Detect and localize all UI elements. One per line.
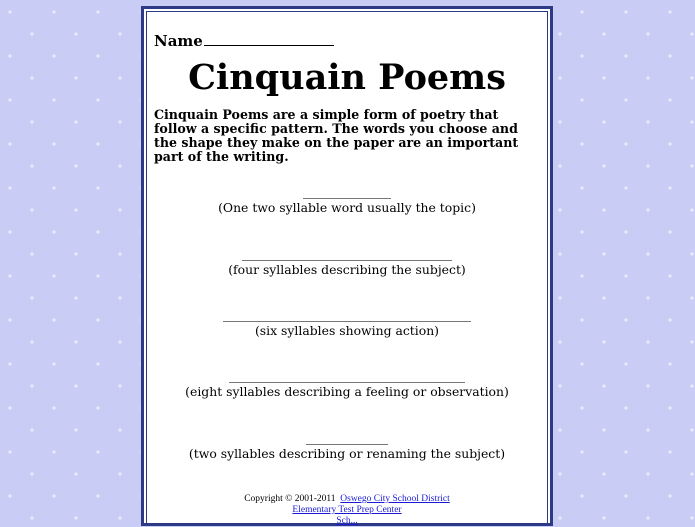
poem-line-2	[147, 260, 547, 277]
poem-line-1	[147, 198, 547, 215]
name-field	[154, 31, 334, 50]
worksheet-page	[146, 11, 548, 526]
page-footer	[147, 494, 547, 527]
poem-line-3	[147, 321, 547, 338]
poem-line-5	[147, 444, 547, 461]
poem-line-3-hint: (six syllables showing action)	[254, 323, 440, 338]
poem-line-5-blank	[306, 444, 388, 445]
test-prep-center-link[interactable]: Elementary Test Prep Center	[292, 505, 402, 515]
name-blank-line	[204, 31, 334, 46]
poem-line-4-blank	[229, 382, 465, 383]
poem-line-1-hint: (One two syllable word usually the topic)	[218, 200, 476, 215]
poem-line-2-blank	[242, 260, 452, 261]
name-label: Name	[154, 32, 203, 50]
poem-line-1-blank	[303, 198, 391, 199]
copyright-text: Copyright © 2001-2011	[244, 494, 336, 504]
partial-footer-link[interactable]: Sch...	[336, 516, 358, 526]
poem-line-4	[147, 382, 547, 399]
poem-line-3-blank	[223, 321, 471, 322]
poem-line-5-hint: (two syllables describing or renaming the subject)	[188, 446, 506, 461]
footer-copyright-row	[147, 494, 547, 505]
intro-paragraph: Cinquain Poems are a simple form of poetry that follow a specific pattern. The words you choose and the shape they make on the paper are an important part of the writing.	[154, 107, 519, 164]
page-title: Cinquain Poems	[188, 57, 506, 98]
district-link[interactable]: Oswego City School District	[340, 494, 450, 504]
poem-line-4-hint: (eight syllables describing a feeling or observation)	[185, 384, 509, 399]
poem-line-2-hint: (four syllables describing the subject)	[228, 262, 466, 277]
worksheet-frame	[141, 6, 553, 526]
